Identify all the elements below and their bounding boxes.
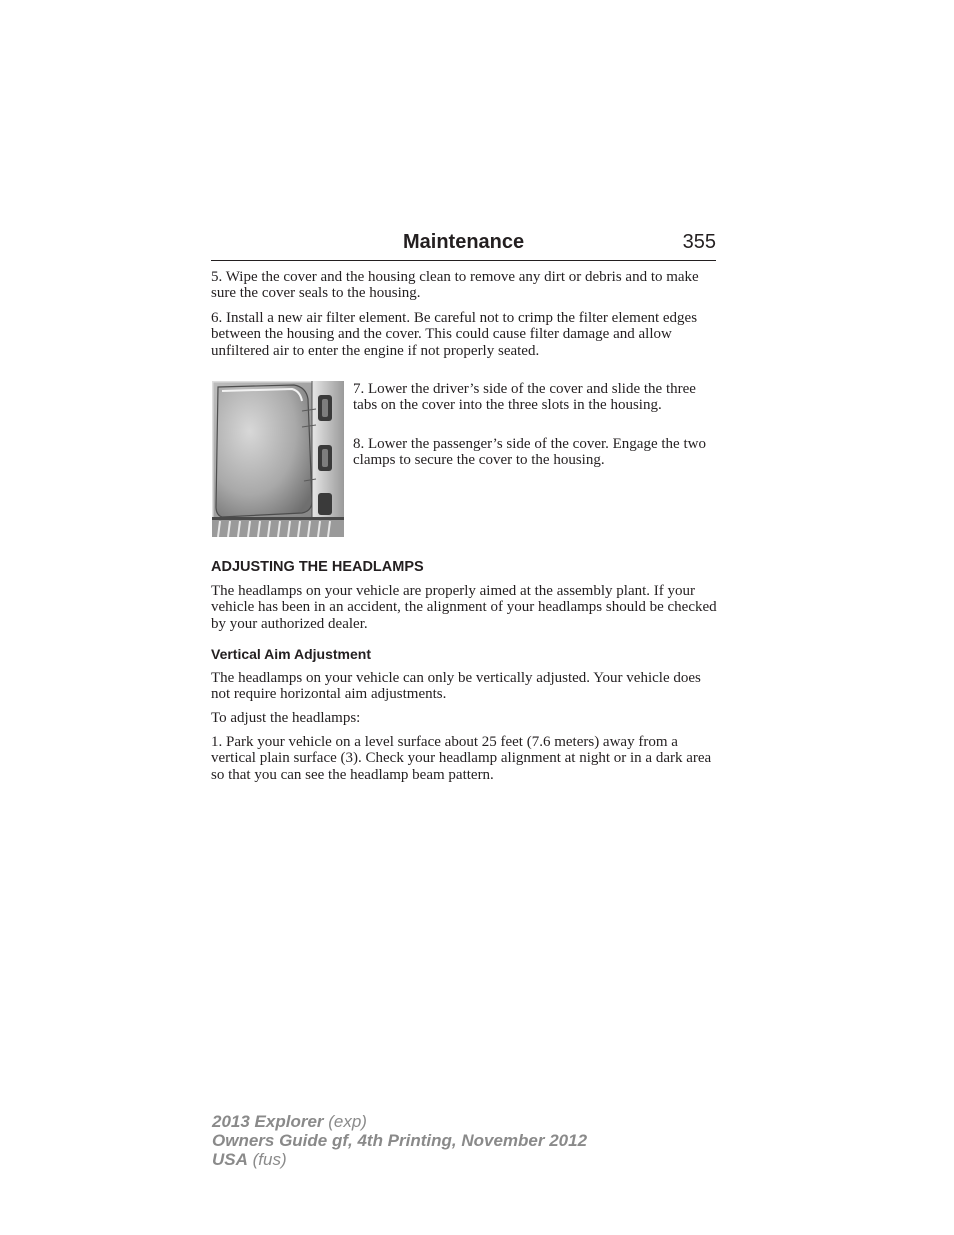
subheading-vertical-aim: Vertical Aim Adjustment [211, 646, 372, 662]
headlamps-intro-text: The headlamps on your vehicle are properly aimed at the assembly plant. If your vehicle has been in an accident, the alignment of your headlamps should be checked by your authorized dealer. [211, 583, 717, 632]
section-heading-adjusting-headlamps: ADJUSTING THE HEADLAMPS [211, 559, 424, 575]
vertical-aim-step-1: 1. Park your vehicle on a level surface about 25 feet (7.6 meters) away from a vertical plain surface (3). Check your headlamp alignment at night or in a dark area so that you can see the headlamp beam pattern. [211, 734, 712, 783]
step-6-text: 6. Install a new air filter element. Be careful not to crimp the filter element edges between the housing and the cover. This could cause filter damage and allow unfiltered air to enter the engine if not properly seated. [211, 310, 698, 359]
page-number: 355 [682, 231, 716, 253]
step-8-text: 8. Lower the passenger’s side of the cover. Engage the two clamps to secure the cover to the housing. [353, 436, 706, 469]
page-header [211, 230, 716, 261]
page-footer [212, 1112, 587, 1169]
air-filter-cover-illustration-icon [212, 381, 344, 537]
footer-line-1: 2013 Explorer (exp) [212, 1112, 367, 1131]
footer-line-3: USA (fus) [212, 1150, 287, 1169]
section-title: Maintenance [403, 231, 525, 253]
footer-line-2: Owners Guide gf, 4th Printing, November 2012 [212, 1131, 588, 1150]
vertical-aim-para-2: To adjust the headlamps: [211, 710, 361, 726]
vertical-aim-para-1: The headlamps on your vehicle can only be vertically adjusted. Your vehicle does not require horizontal aim adjustments. [211, 670, 701, 703]
step-5-text: 5. Wipe the cover and the housing clean to remove any dirt or debris and to make sure the cover seals to the housing. [211, 269, 699, 302]
step-7-text: 7. Lower the driver’s side of the cover and slide the three tabs on the cover into the three slots in the housing. [353, 381, 696, 414]
